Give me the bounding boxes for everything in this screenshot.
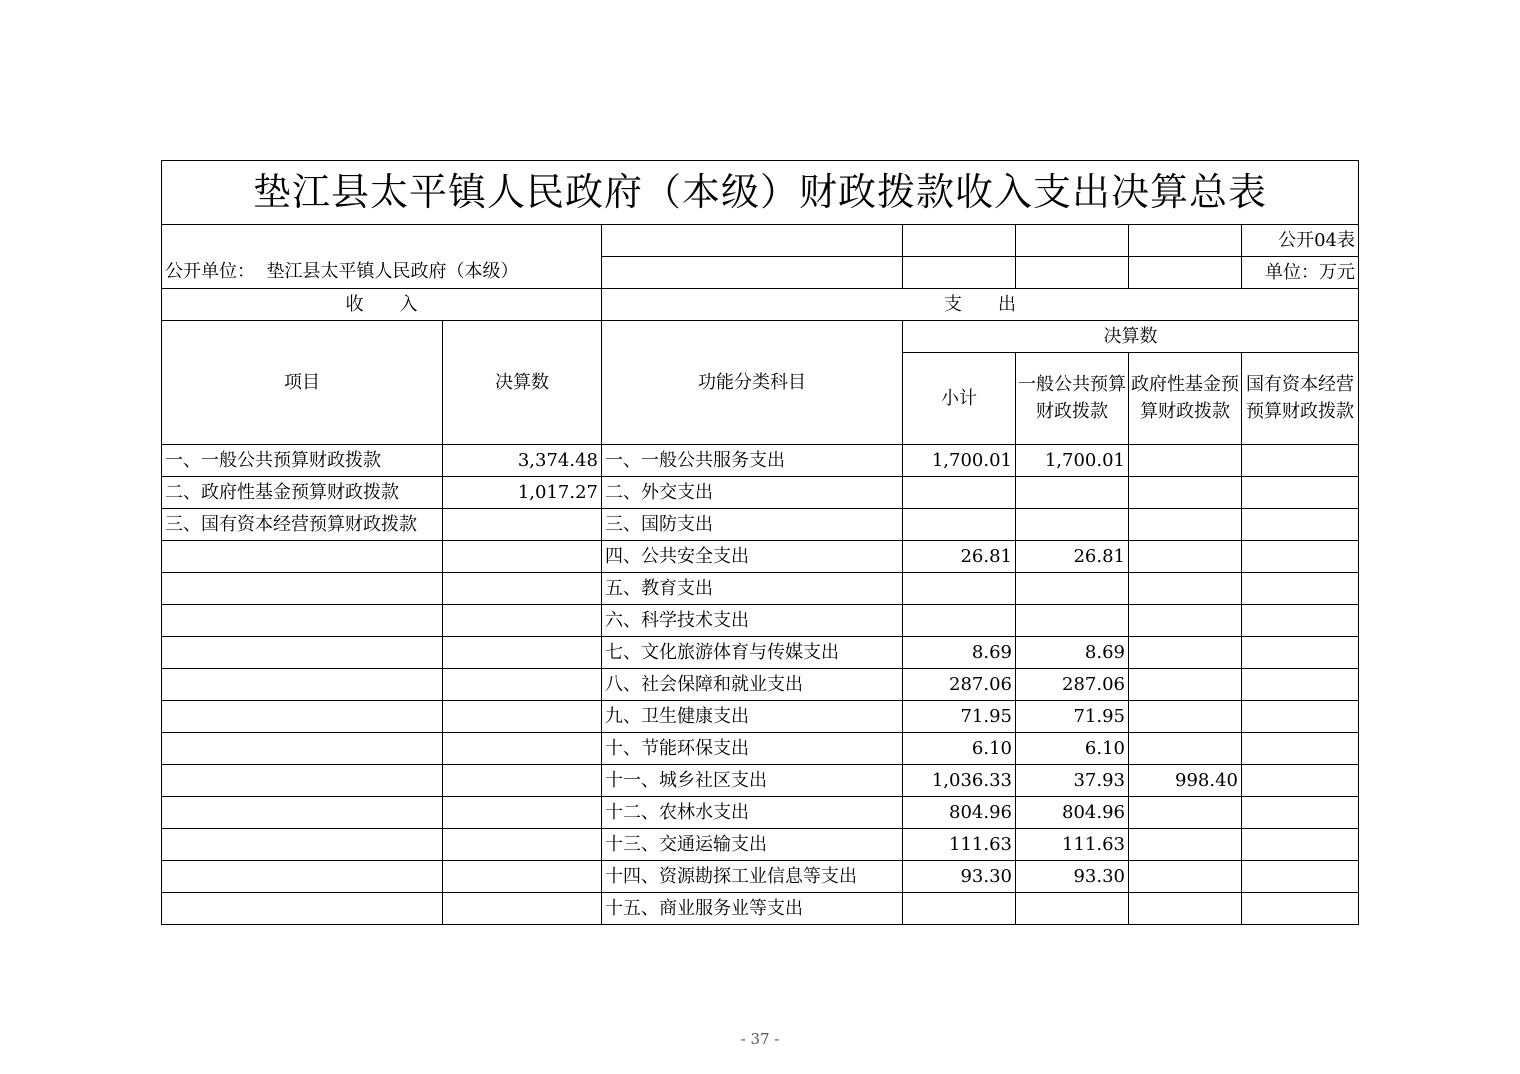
- table-row: [162, 445, 1359, 477]
- state-capital-value: [1242, 669, 1359, 701]
- income-amount: [443, 733, 602, 765]
- general-budget-value: 8.69: [1016, 637, 1129, 669]
- income-item: [162, 829, 443, 861]
- table-row: [162, 733, 1359, 765]
- unit-label: 单位：万元: [1242, 257, 1359, 289]
- gov-fund-value: [1129, 893, 1242, 925]
- state-capital-value: [1242, 797, 1359, 829]
- org-info: [162, 257, 602, 289]
- gov-fund-value: [1129, 573, 1242, 605]
- expense-item: 九、卫生健康支出: [602, 701, 903, 733]
- expense-header: 支 出: [602, 289, 1359, 321]
- general-budget-value: 71.95: [1016, 701, 1129, 733]
- income-amount: [443, 893, 602, 925]
- col-header-item: 项目: [162, 321, 443, 445]
- state-capital-value: [1242, 605, 1359, 637]
- state-capital-value: [1242, 541, 1359, 573]
- table-row: [162, 829, 1359, 861]
- expense-item: 十五、商业服务业等支出: [602, 893, 903, 925]
- gov-fund-value: [1129, 861, 1242, 893]
- income-amount: [443, 765, 602, 797]
- gov-fund-value: [1129, 733, 1242, 765]
- expense-item: 六、科学技术支出: [602, 605, 903, 637]
- table-row: [162, 765, 1359, 797]
- general-budget-value: 93.30: [1016, 861, 1129, 893]
- gov-fund-value: [1129, 541, 1242, 573]
- income-item: [162, 541, 443, 573]
- expense-item: 十三、交通运输支出: [602, 829, 903, 861]
- general-budget-value: 26.81: [1016, 541, 1129, 573]
- general-budget-value: 6.10: [1016, 733, 1129, 765]
- table-row: [162, 541, 1359, 573]
- subtotal-value: 1,700.01: [903, 445, 1016, 477]
- income-item: [162, 637, 443, 669]
- income-amount: [443, 797, 602, 829]
- state-capital-value: [1242, 765, 1359, 797]
- income-item: [162, 701, 443, 733]
- meta-blank-left: [162, 225, 602, 257]
- income-amount: [443, 701, 602, 733]
- gov-fund-value: [1129, 637, 1242, 669]
- income-item: 三、国有资本经营预算财政拨款: [162, 509, 443, 541]
- table-row: [162, 861, 1359, 893]
- expense-item: 一、一般公共服务支出: [602, 445, 903, 477]
- table-row: [162, 573, 1359, 605]
- col-header-general-budget: 一般公共预算财政拨款: [1016, 353, 1129, 445]
- subtotal-value: 93.30: [903, 861, 1016, 893]
- subtotal-value: [903, 509, 1016, 541]
- expense-item: 七、文化旅游体育与传媒支出: [602, 637, 903, 669]
- gov-fund-value: [1129, 797, 1242, 829]
- income-amount: [443, 541, 602, 573]
- state-capital-value: [1242, 509, 1359, 541]
- income-amount: [443, 573, 602, 605]
- subtotal-value: 1,036.33: [903, 765, 1016, 797]
- subtotal-value: [903, 605, 1016, 637]
- income-amount: 3,374.48: [443, 445, 602, 477]
- meta-blank: [1129, 225, 1242, 257]
- gov-fund-value: [1129, 445, 1242, 477]
- income-item: [162, 861, 443, 893]
- expense-item: 三、国防支出: [602, 509, 903, 541]
- expense-item: 十四、资源勘探工业信息等支出: [602, 861, 903, 893]
- table-row: [162, 669, 1359, 701]
- expense-item: 十、节能环保支出: [602, 733, 903, 765]
- expense-item: 五、教育支出: [602, 573, 903, 605]
- subtotal-value: [903, 893, 1016, 925]
- final-accounts-table: [161, 160, 1359, 925]
- expense-item: 四、公共安全支出: [602, 541, 903, 573]
- table-row: [162, 509, 1359, 541]
- col-header-final-amount: 决算数: [903, 321, 1359, 353]
- general-budget-value: [1016, 573, 1129, 605]
- state-capital-value: [1242, 861, 1359, 893]
- gov-fund-value: [1129, 509, 1242, 541]
- state-capital-value: [1242, 893, 1359, 925]
- gov-fund-value: 998.40: [1129, 765, 1242, 797]
- income-amount: [443, 605, 602, 637]
- income-amount: [443, 669, 602, 701]
- income-header: 收 入: [162, 289, 602, 321]
- org-label: 公开单位：: [165, 261, 255, 283]
- subtotal-value: 71.95: [903, 701, 1016, 733]
- general-budget-value: [1016, 477, 1129, 509]
- general-budget-value: 111.63: [1016, 829, 1129, 861]
- meta-blank: [602, 225, 903, 257]
- subtotal-value: 6.10: [903, 733, 1016, 765]
- income-item: [162, 669, 443, 701]
- income-item: 一、一般公共预算财政拨款: [162, 445, 443, 477]
- meta-blank: [1016, 257, 1129, 289]
- page-number: - 37 -: [740, 1030, 780, 1048]
- expense-item: 十一、城乡社区支出: [602, 765, 903, 797]
- general-budget-value: [1016, 893, 1129, 925]
- meta-blank: [903, 225, 1016, 257]
- meta-blank: [903, 257, 1016, 289]
- subtotal-value: [903, 477, 1016, 509]
- income-item: [162, 893, 443, 925]
- table-row: [162, 701, 1359, 733]
- org-name: 垫江县太平镇人民政府（本级）: [266, 261, 519, 283]
- subtotal-value: 26.81: [903, 541, 1016, 573]
- table-number: 公开04表: [1242, 225, 1359, 257]
- income-amount: 1,017.27: [443, 477, 602, 509]
- general-budget-value: [1016, 605, 1129, 637]
- income-item: [162, 765, 443, 797]
- table-row: [162, 605, 1359, 637]
- meta-blank: [1016, 225, 1129, 257]
- table-row: [162, 477, 1359, 509]
- state-capital-value: [1242, 477, 1359, 509]
- meta-blank: [602, 257, 903, 289]
- subtotal-value: [903, 573, 1016, 605]
- general-budget-value: 804.96: [1016, 797, 1129, 829]
- state-capital-value: [1242, 829, 1359, 861]
- income-amount: [443, 829, 602, 861]
- expense-item: 二、外交支出: [602, 477, 903, 509]
- col-header-gov-fund: 政府性基金预算财政拨款: [1129, 353, 1242, 445]
- state-capital-value: [1242, 573, 1359, 605]
- gov-fund-value: [1129, 477, 1242, 509]
- income-item: [162, 605, 443, 637]
- col-header-amount: 决算数: [443, 321, 602, 445]
- state-capital-value: [1242, 701, 1359, 733]
- state-capital-value: [1242, 733, 1359, 765]
- gov-fund-value: [1129, 669, 1242, 701]
- income-item: [162, 573, 443, 605]
- income-amount: [443, 637, 602, 669]
- gov-fund-value: [1129, 701, 1242, 733]
- general-budget-value: 37.93: [1016, 765, 1129, 797]
- table-row: [162, 893, 1359, 925]
- income-item: [162, 733, 443, 765]
- page-title: 垫江县太平镇人民政府（本级）财政拨款收入支出决算总表: [162, 161, 1359, 225]
- expense-item: 八、社会保障和就业支出: [602, 669, 903, 701]
- state-capital-value: [1242, 445, 1359, 477]
- col-header-function-category: 功能分类科目: [602, 321, 903, 445]
- gov-fund-value: [1129, 605, 1242, 637]
- state-capital-value: [1242, 637, 1359, 669]
- gov-fund-value: [1129, 829, 1242, 861]
- meta-blank: [1129, 257, 1242, 289]
- income-item: 二、政府性基金预算财政拨款: [162, 477, 443, 509]
- general-budget-value: [1016, 509, 1129, 541]
- income-amount: [443, 861, 602, 893]
- table-row: [162, 797, 1359, 829]
- general-budget-value: 287.06: [1016, 669, 1129, 701]
- table-row: [162, 637, 1359, 669]
- general-budget-value: 1,700.01: [1016, 445, 1129, 477]
- subtotal-value: 8.69: [903, 637, 1016, 669]
- income-item: [162, 797, 443, 829]
- income-amount: [443, 509, 602, 541]
- subtotal-value: 287.06: [903, 669, 1016, 701]
- expense-item: 十二、农林水支出: [602, 797, 903, 829]
- subtotal-value: 804.96: [903, 797, 1016, 829]
- col-header-state-capital: 国有资本经营预算财政拨款: [1242, 353, 1359, 445]
- col-header-subtotal: 小计: [903, 353, 1016, 445]
- subtotal-value: 111.63: [903, 829, 1016, 861]
